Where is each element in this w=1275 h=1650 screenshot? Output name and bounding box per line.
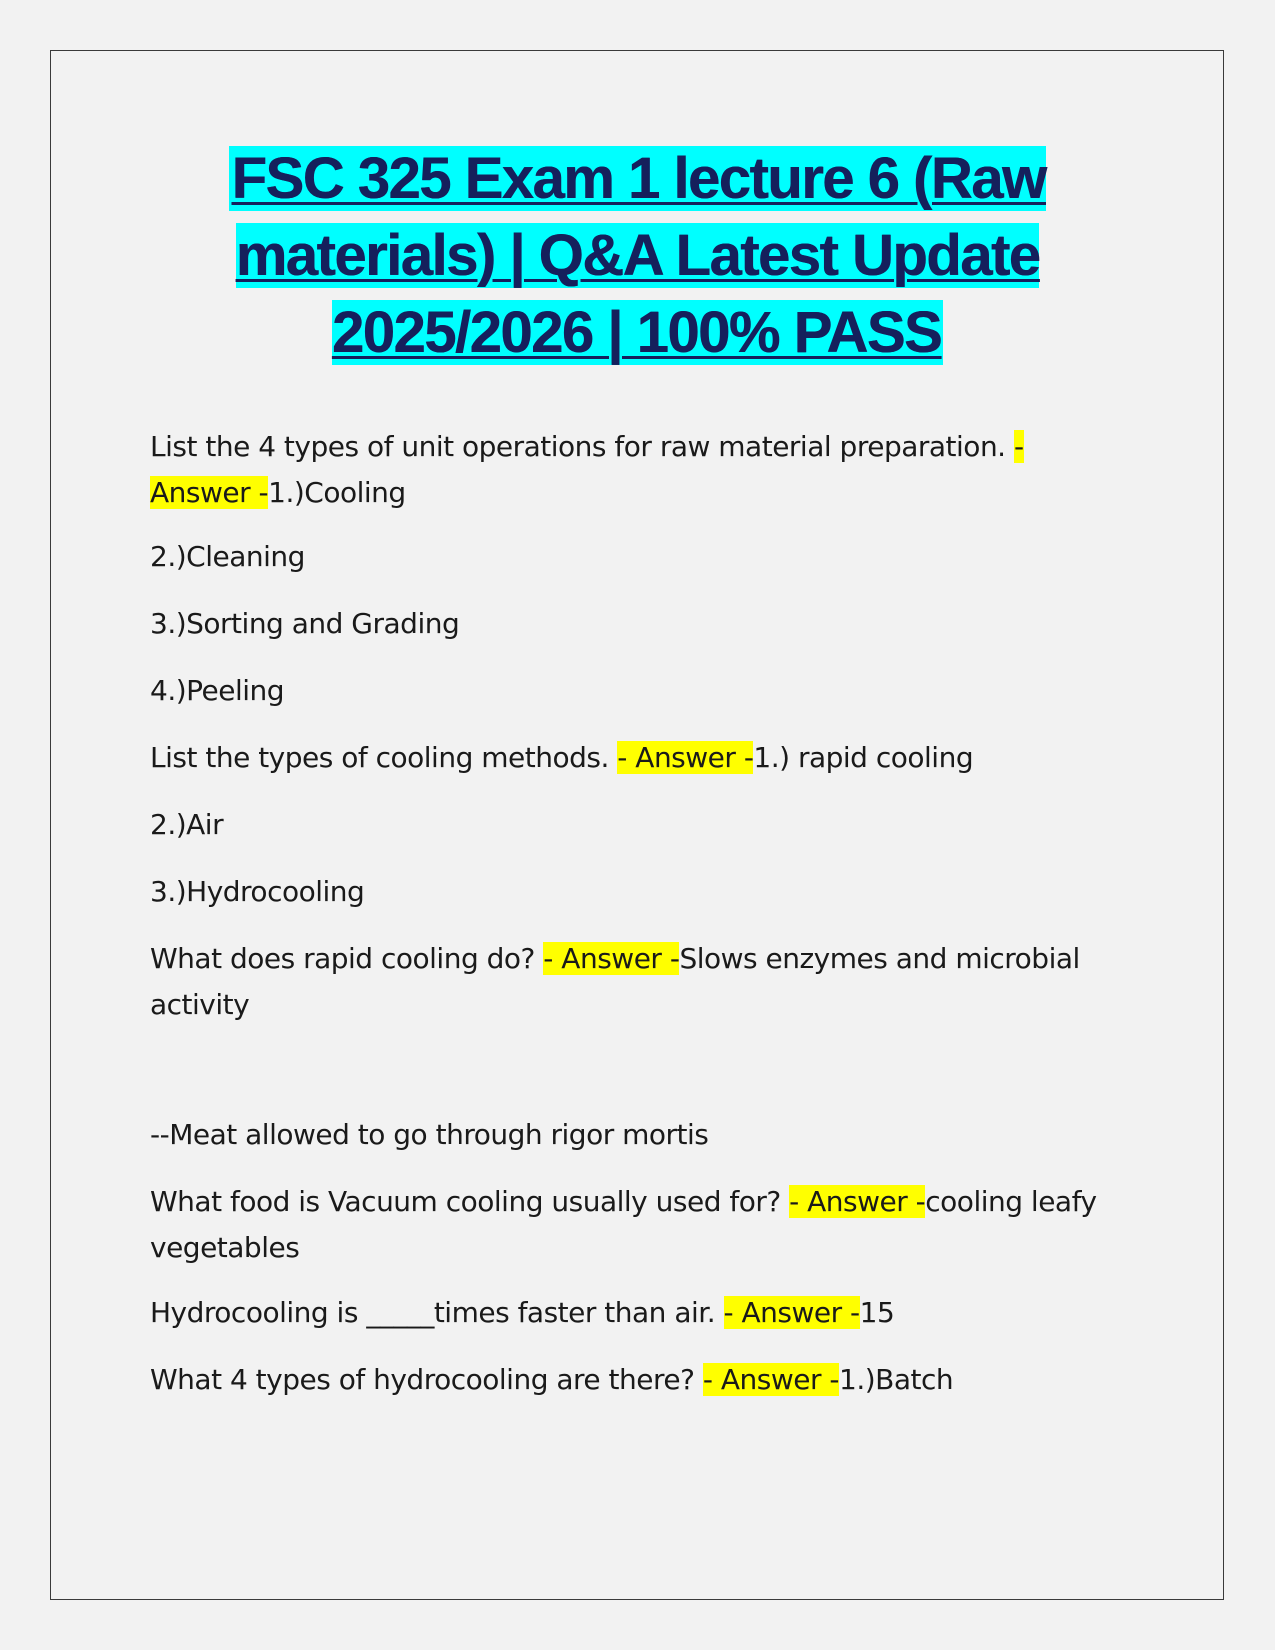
answer-marker: - Answer - — [702, 1363, 840, 1396]
answer-line: 2.)Air — [150, 808, 224, 841]
qa-item — [150, 1112, 1100, 1158]
qa-question-answer — [150, 735, 1100, 781]
answer-marker: - Answer - — [150, 430, 1024, 509]
qa-item — [150, 1179, 1100, 1271]
question-text: Hydrocooling is _____times faster than air. — [150, 1296, 724, 1329]
question-text: List the types of cooling methods. — [150, 741, 618, 774]
question-text: List the 4 types of unit operations for raw material preparation. — [150, 430, 1014, 463]
document-title — [150, 140, 1125, 371]
answer-text: 1.) rapid cooling — [753, 741, 974, 774]
qa-item — [150, 601, 1100, 647]
qa-item — [150, 735, 1100, 781]
answer-marker: - Answer - — [543, 942, 680, 975]
answer-line: 4.)Peeling — [150, 674, 285, 707]
qa-question-answer — [150, 1290, 1100, 1336]
qa-question-answer — [150, 936, 1100, 1028]
answer-line: --Meat allowed to go through rigor mortis — [150, 1118, 709, 1151]
qa-item — [150, 1290, 1100, 1336]
qa-item — [150, 668, 1100, 714]
answer-line: 3.)Hydrocooling — [150, 875, 365, 908]
answer-line: 3.)Sorting and Grading — [150, 607, 460, 640]
answer-text: 15 — [859, 1296, 895, 1329]
question-text: What food is Vacuum cooling usually used for? — [150, 1185, 790, 1218]
qa-question-answer — [150, 1357, 1100, 1403]
question-text: What does rapid cooling do? — [150, 942, 544, 975]
question-text: What 4 types of hydrocooling are there? — [150, 1363, 703, 1396]
qa-item — [150, 869, 1100, 915]
qa-item — [150, 802, 1100, 848]
qa-item — [150, 534, 1100, 580]
answer-text: cooling leafy vegetables — [150, 1185, 1097, 1264]
answer-marker: - Answer - — [617, 741, 754, 774]
answer-text: Slows enzymes and microbial activity — [150, 942, 1080, 1021]
qa-item — [150, 936, 1100, 1028]
answer-line: 2.)Cleaning — [150, 540, 305, 573]
qa-question-answer — [150, 1179, 1100, 1271]
answer-marker: - Answer - — [789, 1185, 926, 1218]
answer-text: 1.)Cooling — [268, 476, 406, 509]
document-title-text: FSC 325 Exam 1 lecture 6 (Raw materials) | Q&A Latest Update 2025/2026 | 100% PASS — [231, 146, 1046, 365]
qa-item — [150, 424, 1100, 516]
qa-question-answer — [150, 424, 1100, 516]
qa-item — [150, 1357, 1100, 1403]
answer-text: 1.)Batch — [839, 1363, 954, 1396]
answer-marker: - Answer - — [723, 1296, 860, 1329]
